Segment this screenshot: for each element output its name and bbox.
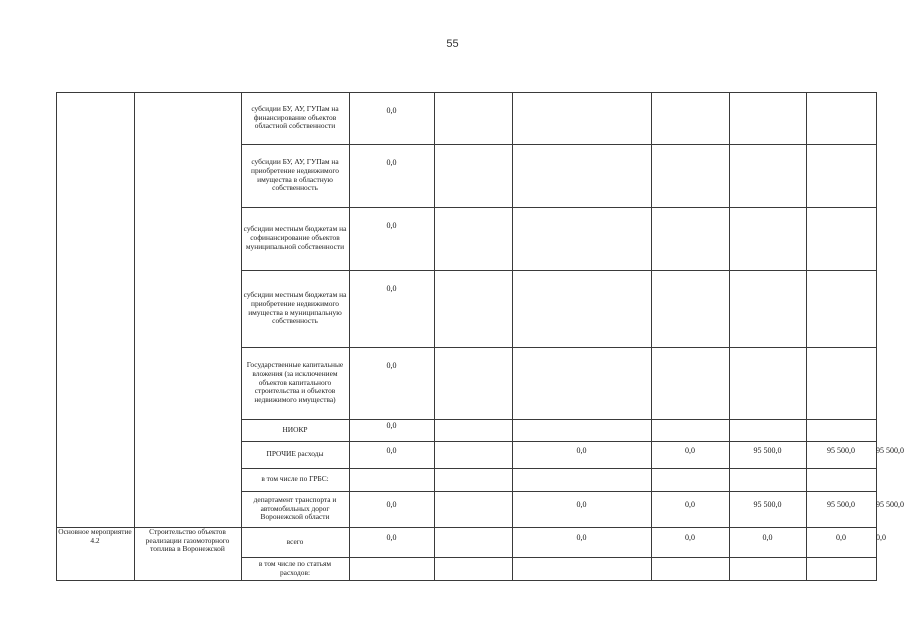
table-cell-value: 0,0: [685, 533, 695, 542]
table-hline: [56, 580, 876, 581]
table-cell-value: 0,0: [876, 533, 886, 542]
table-cell-value: 95 500,0: [827, 500, 855, 509]
table-cell-value: 0,0: [685, 500, 695, 509]
table-cell-value: 0,0: [386, 158, 397, 167]
table-vline: [134, 92, 135, 581]
expense-label: департамент транспорта и автомобильных дорог Воронежской области: [253, 494, 337, 522]
expense-label: Государственные капитальные вложения (за исключением объектов капитального строительства и объектов недвижимого имущества): [246, 360, 344, 405]
expense-label: субсидии БУ, АУ, ГУПам на финансирование объектов областной собственности: [251, 103, 339, 131]
table-cell-value: 0,0: [685, 445, 695, 455]
expense-label: в том числе по статьям расходов:: [258, 558, 332, 577]
expense-label: субсидии БУ, АУ, ГУПам на приобретение недвижимого имущества в областную собственность: [251, 157, 339, 193]
page-number: 55: [446, 38, 459, 50]
table-cell-value: 0,0: [836, 533, 846, 542]
event-name: Строительство объектов реализации газомоторного топлива в Воронежской: [145, 527, 230, 554]
table-cell-value: 0,0: [386, 106, 397, 115]
expense-label: ПРОЧИЕ расходы: [266, 449, 324, 459]
table-cell-value: 0,0: [386, 221, 397, 230]
table-cell-value: 95 500,0: [827, 445, 855, 455]
table-cell-value: 0,0: [762, 533, 773, 542]
table-vline: [434, 92, 435, 581]
expense-label: всего: [286, 536, 304, 546]
table-cell-value: 0,0: [576, 500, 587, 509]
table-cell-value: 95 500,0: [753, 445, 782, 455]
table-cell-value: 95 500,0: [876, 500, 904, 509]
table-cell-value: 0,0: [386, 500, 397, 509]
event-status: Основное мероприятие 4.2: [58, 527, 132, 545]
table-cell-value: 0,0: [386, 284, 397, 293]
table-cell-value: 95 500,0: [876, 445, 904, 455]
table-vline: [56, 92, 57, 581]
expense-label: в том числе по ГРБС:: [261, 474, 329, 484]
table-cell-value: 95 500,0: [753, 500, 782, 509]
expense-label: НИОКР: [282, 424, 308, 434]
expense-label: субсидии местным бюджетам на приобретение недвижимого имущества в муниципальную собственность: [243, 290, 347, 326]
table-cell-value: 0,0: [576, 533, 587, 542]
expense-label: субсидии местным бюджетам на софинансирование объектов муниципальной собственности: [243, 224, 347, 251]
table-cell-value: 0,0: [386, 361, 397, 370]
table-cell-value: 0,0: [576, 445, 587, 455]
table-cell-value: 0,0: [386, 445, 397, 455]
table-cell-value: 0,0: [386, 421, 397, 430]
table-cell-value: 0,0: [386, 533, 397, 542]
table-hline: [56, 92, 876, 93]
